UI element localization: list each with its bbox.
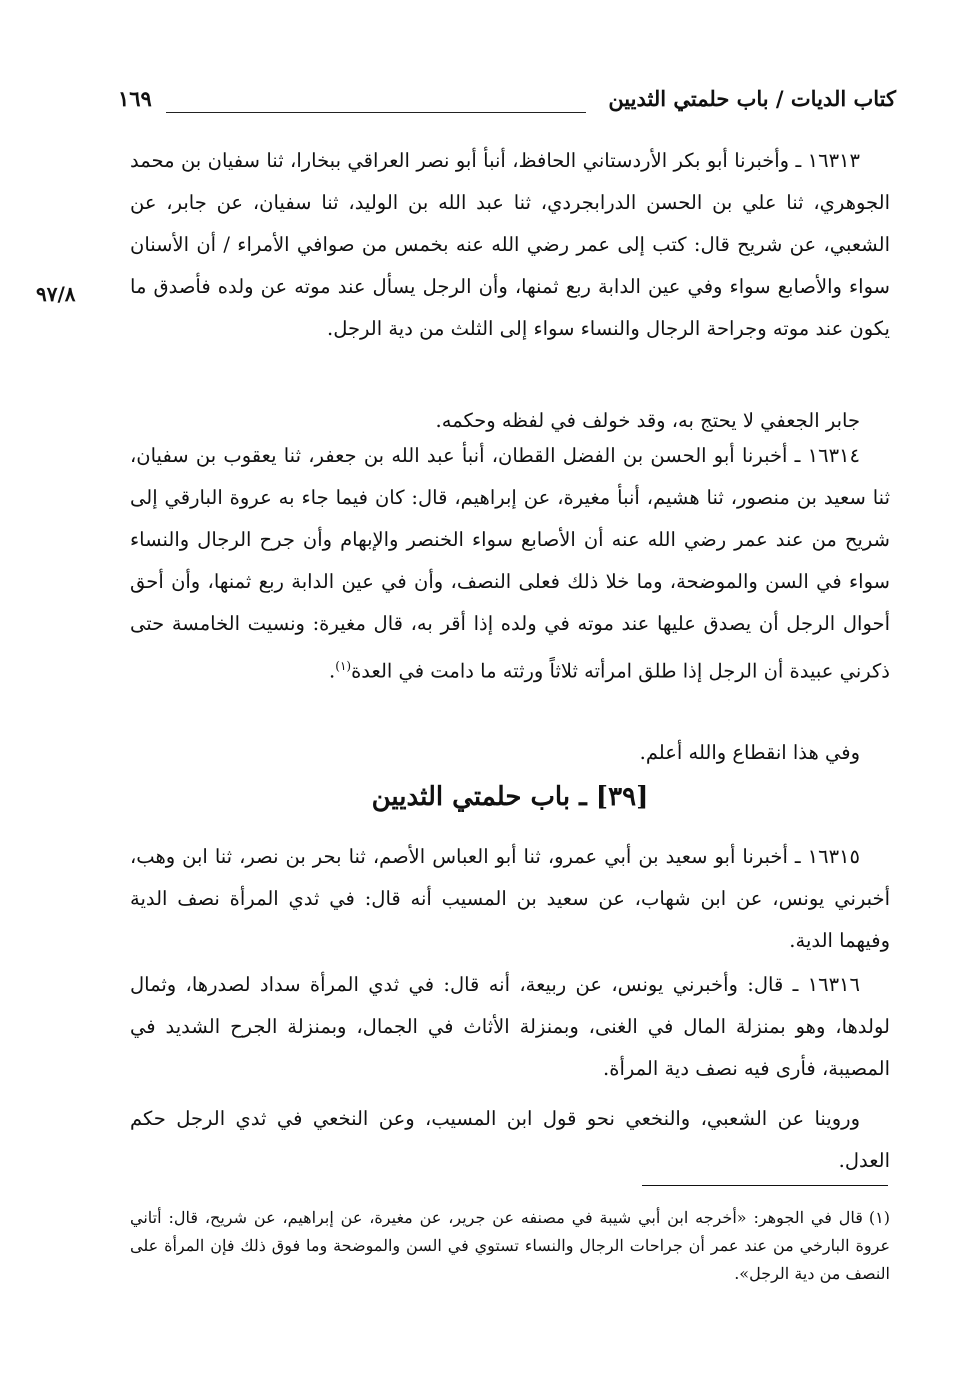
margin-reference: ٩٧/٨	[36, 282, 76, 306]
hadith-16316	[130, 964, 890, 1090]
hadith-16314	[130, 435, 890, 693]
hadith-16315	[130, 836, 890, 962]
page-number: ١٦٩	[118, 86, 152, 111]
paragraph-commentary-shabi: وروينا عن الشعبي، والنخعي نحو قول ابن المسيب، وعن النخعي في ثدي الرجل حكم العدل.	[130, 1107, 890, 1172]
paragraph-16313: ١٦٣١٣ ـ وأخبرنا أبو بكر الأردستاني الحافظ، أنبأ أبو نصر العراقي ببخارا، ثنا سفيان بن محمد الجوهري، ثنا علي بن الحسن الدرابجردي، ثنا عبد الله بن الوليد، ثنا سفيان، عن جابر، عن الشعبي، عن شريح قال: كتب إلى عمر رضي الله عنه بخمس من صوافي الأمراء / أن الأسنان سواء والأصابع سواء وفي عين الدابة ربع ثمنها، وأن الرجل يسأل عند موته عن ولده فأصدق ما يكون عند موته وجراحة الرجال والنساء سواء إلى الثلث من دية الرجل.	[130, 149, 890, 340]
paragraph-16316: ١٦٣١٦ ـ قال: وأخبرني يونس، عن ربيعة، أنه قال: في ثدي المرأة سداد لصدرها، وثمال لولدها، وهو بمنزلة المال في الغنى، وبمنزلة الأثاث في الجمال، وبمنزلة الجرح الشديد في المصيبة، فأرى فيه نصف دية المرأة.	[130, 973, 890, 1080]
hadith-16313	[130, 140, 890, 350]
paragraph-16314-text: ١٦٣١٤ ـ أخبرنا أبو الحسن بن الفضل القطان، أنبأ عبد الله بن جعفر، ثنا يعقوب بن سفيان، ثنا سعيد بن منصور، ثنا هشيم، أنبأ مغيرة، عن إبراهيم، قال: كان فيما جاء به عروة البارقي إلى شريح من عند عمر رضي الله عنه أن الأصابع سواء الخنصر والإبهام وأن جرح الرجال والنساء سواء في السن والموضحة، وما خلا ذلك فعلى النصف، وأن في عين الدابة ربع ثمنها، وأن أحق أحوال الرجل أن يصدق عليها عند موته في ولده إذا أقر به، قال مغيرة: ونسيت الخامسة حتى ذكرني عبيدة أن الرجل إذا طلق امرأته ثلاثاً ورثته ما دامت في العدة	[130, 444, 890, 683]
footnote	[130, 1204, 890, 1288]
commentary-inqita	[130, 732, 890, 774]
footnote-text: قال في الجوهر: «أخرجه ابن أبي شيبة في مصنفه عن جرير، عن مغيرة، عن إبراهيم، عن شريح، قال: أتاني عروة البارخي من عند عمر أن جراحات الرجال والنساء تستوي في السن والموضحة وما فوق ذلك فإن المرأة على النصف من دية الرجل».	[130, 1208, 891, 1283]
section-heading: [٣٩] ـ باب حلمتي الثديين	[371, 782, 649, 812]
commentary-shabi	[130, 1098, 890, 1182]
paragraph-16314-end: .	[329, 659, 336, 683]
footnote-marker: (١)	[868, 1208, 890, 1227]
footnote-reference[interactable]: (١)	[335, 659, 352, 673]
running-title: كتاب الديات / باب حلمتي الثديين	[608, 86, 896, 111]
paragraph-16314	[130, 435, 890, 693]
page-header	[118, 86, 896, 126]
footnote-rule	[642, 1185, 888, 1186]
paragraph-16315: ١٦٣١٥ ـ أخبرنا أبو سعيد بن أبي عمرو، ثنا أبو العباس الأصم، ثنا بحر بن نصر، ثنا ابن وهب، أخبرني يونس، عن ابن شهاب، عن سعيد بن المسيب أنه قال: في ثدي المرأة نصف الدية وفيهما الدية.	[130, 845, 890, 952]
paragraph-commentary-jabir: جابر الجعفي لا يحتج به، وقد خولف في لفظه وحكمه.	[435, 409, 860, 432]
paragraph-commentary-inqita: وفي هذا انقطاع والله أعلم.	[639, 741, 860, 764]
header-rule	[166, 112, 586, 113]
